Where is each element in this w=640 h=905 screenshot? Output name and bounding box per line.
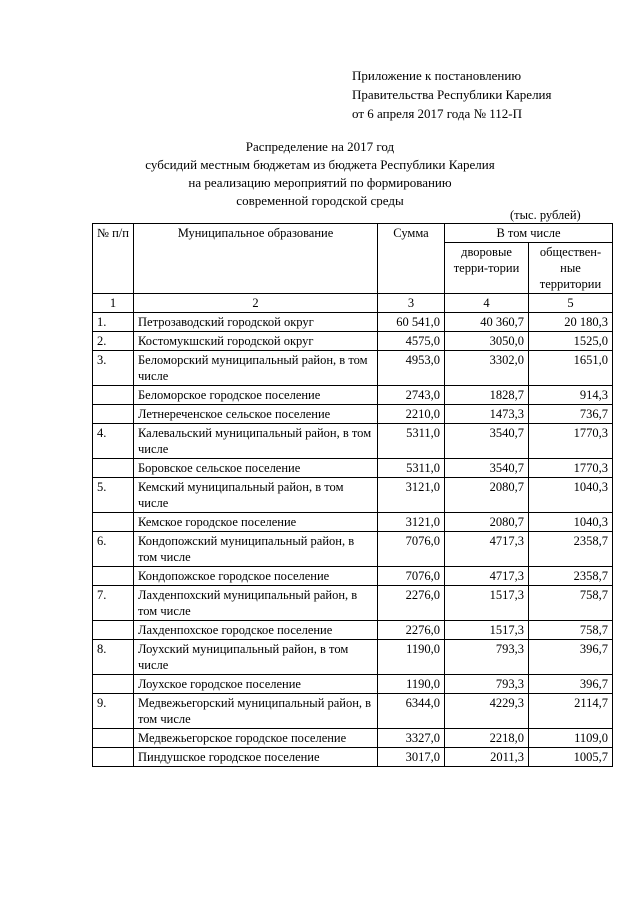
- row-public: 2114,7: [529, 694, 613, 729]
- table-row: [93, 424, 613, 459]
- row-sum: 3121,0: [378, 513, 445, 532]
- row-sum: 5311,0: [378, 424, 445, 459]
- row-yard: 3540,7: [445, 424, 529, 459]
- row-name: Боровское сельское поселение: [134, 459, 378, 478]
- appendix-line: от 6 апреля 2017 года № 112-П: [352, 106, 522, 121]
- row-sum: 5311,0: [378, 459, 445, 478]
- row-name: Кондопожский муниципальный район, в том числе: [134, 532, 378, 567]
- row-public: 1770,3: [529, 424, 613, 459]
- row-yard: 2080,7: [445, 478, 529, 513]
- row-name: Кемское городское поселение: [134, 513, 378, 532]
- header-public: обществен-ные территории: [529, 243, 613, 294]
- appendix-line: Правительства Республики Карелия: [352, 87, 552, 102]
- column-number: 1: [93, 294, 134, 313]
- row-public: 1040,3: [529, 478, 613, 513]
- title-line: на реализацию мероприятий по формированию: [188, 175, 452, 190]
- row-public: 396,7: [529, 675, 613, 694]
- row-sum: 2276,0: [378, 586, 445, 621]
- row-yard: 1473,3: [445, 405, 529, 424]
- row-number: 8.: [93, 640, 134, 675]
- row-public: 1525,0: [529, 332, 613, 351]
- row-public: 1770,3: [529, 459, 613, 478]
- table-row: [93, 478, 613, 513]
- table-row: [93, 621, 613, 640]
- row-yard: 1517,3: [445, 621, 529, 640]
- document-title: [100, 138, 540, 210]
- row-name: Беломорский муниципальный район, в том числе: [134, 351, 378, 386]
- header-sum: Сумма: [378, 224, 445, 294]
- row-public: 758,7: [529, 586, 613, 621]
- row-name: Костомукшский городской округ: [134, 332, 378, 351]
- table-row: [93, 513, 613, 532]
- row-sum: 2210,0: [378, 405, 445, 424]
- row-yard: 1517,3: [445, 586, 529, 621]
- row-yard: 2218,0: [445, 729, 529, 748]
- column-number-row: [93, 294, 613, 313]
- row-sum: 3121,0: [378, 478, 445, 513]
- column-number: 4: [445, 294, 529, 313]
- row-name: Медвежьегорский муниципальный район, в том числе: [134, 694, 378, 729]
- table-row: [93, 532, 613, 567]
- row-yard: 3302,0: [445, 351, 529, 386]
- row-name: Пиндушское городское поселение: [134, 748, 378, 767]
- row-number: 6.: [93, 532, 134, 567]
- row-number: 7.: [93, 586, 134, 621]
- row-number: [93, 567, 134, 586]
- units-label: (тыс. рублей): [510, 208, 581, 222]
- row-number: [93, 729, 134, 748]
- row-name: Кемский муниципальный район, в том числе: [134, 478, 378, 513]
- table-row: [93, 332, 613, 351]
- table-row: [93, 694, 613, 729]
- row-yard: 4229,3: [445, 694, 529, 729]
- table-body: [93, 313, 613, 767]
- row-yard: 4717,3: [445, 532, 529, 567]
- row-yard: 793,3: [445, 675, 529, 694]
- header-yard: дворовые терри-тории: [445, 243, 529, 294]
- appendix-note: [352, 66, 552, 123]
- row-yard: 3050,0: [445, 332, 529, 351]
- row-sum: 3327,0: [378, 729, 445, 748]
- header-num: № п/п: [93, 224, 134, 294]
- row-number: 2.: [93, 332, 134, 351]
- table-row: [93, 567, 613, 586]
- row-yard: 1828,7: [445, 386, 529, 405]
- table-row: [93, 729, 613, 748]
- title-line: современной городской среды: [236, 193, 404, 208]
- row-number: [93, 459, 134, 478]
- table-row: [93, 351, 613, 386]
- row-name: Лоухское городское поселение: [134, 675, 378, 694]
- row-number: 3.: [93, 351, 134, 386]
- row-name: Беломорское городское поселение: [134, 386, 378, 405]
- row-number: [93, 748, 134, 767]
- row-sum: 4575,0: [378, 332, 445, 351]
- table-row: [93, 459, 613, 478]
- row-name: Лахденпохский муниципальный район, в том числе: [134, 586, 378, 621]
- row-public: 1040,3: [529, 513, 613, 532]
- row-sum: 1190,0: [378, 640, 445, 675]
- column-number: 2: [134, 294, 378, 313]
- row-sum: 2743,0: [378, 386, 445, 405]
- table-row: [93, 748, 613, 767]
- row-number: [93, 621, 134, 640]
- row-number: 5.: [93, 478, 134, 513]
- row-name: Медвежьегорское городское поселение: [134, 729, 378, 748]
- row-sum: 4953,0: [378, 351, 445, 386]
- header-name: Муниципальное образование: [134, 224, 378, 294]
- row-name: Кондопожское городское поселение: [134, 567, 378, 586]
- row-sum: 7076,0: [378, 532, 445, 567]
- row-public: 20 180,3: [529, 313, 613, 332]
- table-row: [93, 313, 613, 332]
- row-sum: 7076,0: [378, 567, 445, 586]
- row-name: Петрозаводский городской округ: [134, 313, 378, 332]
- row-yard: 40 360,7: [445, 313, 529, 332]
- row-sum: 6344,0: [378, 694, 445, 729]
- table-row: [93, 586, 613, 621]
- column-number: 3: [378, 294, 445, 313]
- row-name: Калевальский муниципальный район, в том числе: [134, 424, 378, 459]
- subsidy-table: [92, 223, 613, 767]
- title-line: субсидий местным бюджетам из бюджета Республики Карелия: [145, 157, 495, 172]
- row-sum: 1190,0: [378, 675, 445, 694]
- row-number: [93, 386, 134, 405]
- row-public: 2358,7: [529, 567, 613, 586]
- header-including: В том числе: [445, 224, 613, 243]
- column-number: 5: [529, 294, 613, 313]
- row-name: Летнереченское сельское поселение: [134, 405, 378, 424]
- table-row: [93, 405, 613, 424]
- row-sum: 2276,0: [378, 621, 445, 640]
- row-public: 758,7: [529, 621, 613, 640]
- table-row: [93, 386, 613, 405]
- row-public: 736,7: [529, 405, 613, 424]
- row-yard: 4717,3: [445, 567, 529, 586]
- row-yard: 3540,7: [445, 459, 529, 478]
- title-line: Распределение на 2017 год: [245, 139, 395, 154]
- row-yard: 793,3: [445, 640, 529, 675]
- row-number: 4.: [93, 424, 134, 459]
- table-row: [93, 675, 613, 694]
- table-row: [93, 640, 613, 675]
- row-public: 914,3: [529, 386, 613, 405]
- row-public: 396,7: [529, 640, 613, 675]
- row-public: 1651,0: [529, 351, 613, 386]
- row-sum: 60 541,0: [378, 313, 445, 332]
- row-public: 1109,0: [529, 729, 613, 748]
- row-sum: 3017,0: [378, 748, 445, 767]
- row-name: Лоухский муниципальный район, в том числе: [134, 640, 378, 675]
- row-public: 2358,7: [529, 532, 613, 567]
- row-number: [93, 675, 134, 694]
- appendix-line: Приложение к постановлению: [352, 68, 522, 83]
- row-yard: 2080,7: [445, 513, 529, 532]
- row-public: 1005,7: [529, 748, 613, 767]
- row-number: 1.: [93, 313, 134, 332]
- row-yard: 2011,3: [445, 748, 529, 767]
- row-name: Лахденпохское городское поселение: [134, 621, 378, 640]
- row-number: 9.: [93, 694, 134, 729]
- row-number: [93, 513, 134, 532]
- row-number: [93, 405, 134, 424]
